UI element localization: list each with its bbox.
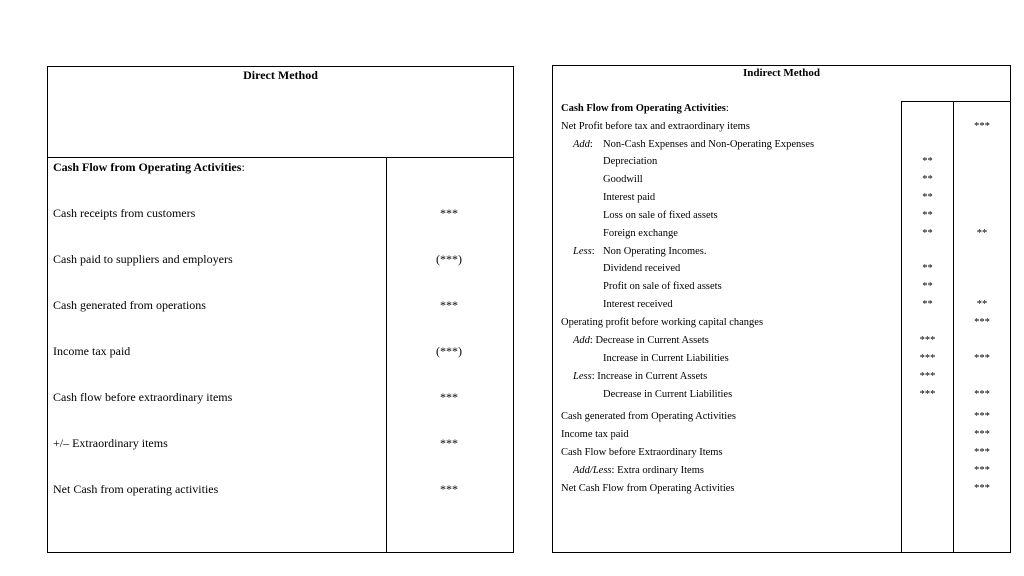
indirect-item-sub: ** bbox=[922, 299, 933, 310]
direct-row-label: Cash generated from operations bbox=[53, 298, 206, 312]
indirect-item-total: *** bbox=[974, 353, 990, 364]
indirect-item-sub: *** bbox=[919, 335, 936, 346]
indirect-row-label: Operating profit before working capital changes bbox=[561, 317, 764, 328]
indirect-add-label: Non-Cash Expenses and Non-Operating Expenses bbox=[603, 139, 815, 150]
direct-row-label: +/– Extraordinary items bbox=[53, 436, 168, 450]
indirect-row-label: Net Profit before tax and extraordinary items bbox=[561, 121, 750, 132]
indirect-section-title-suffix: : bbox=[725, 103, 729, 114]
indirect-item-sub: ** bbox=[922, 192, 933, 203]
direct-row-value: *** bbox=[440, 298, 458, 312]
indirect-row-label: Cash Flow before Extraordinary Items bbox=[561, 447, 723, 458]
direct-section-title-suffix: : bbox=[241, 160, 245, 174]
indirect-section-title-text: Cash Flow from Operating Activities bbox=[561, 103, 726, 114]
indirect-item-total: ** bbox=[976, 228, 988, 239]
indirect-row-total: *** bbox=[974, 317, 990, 328]
direct-row-label: Income tax paid bbox=[53, 344, 131, 358]
extra-label: Extra ordinary Items bbox=[617, 465, 704, 476]
wc-less-prefix: Less bbox=[573, 371, 592, 382]
indirect-item-label: Decrease in Current Liabilities bbox=[603, 389, 733, 400]
direct-row-value: (***) bbox=[436, 252, 462, 266]
indirect-section-title bbox=[561, 104, 729, 115]
wc-less-label: Increase in Current Assets bbox=[597, 371, 708, 382]
direct-method-header: Direct Method bbox=[243, 68, 318, 82]
indirect-item-label: Interest received bbox=[603, 299, 673, 310]
indirect-item-sub: ** bbox=[922, 156, 933, 167]
direct-row-label: Cash paid to suppliers and employers bbox=[53, 252, 233, 266]
indirect-wc-add-row: Add: Decrease in Current Assets bbox=[573, 335, 709, 346]
indirect-wc-less-row: Less: Increase in Current Assets bbox=[573, 371, 708, 382]
indirect-item-sub: ** bbox=[922, 210, 933, 221]
direct-section-title-text: Cash Flow from Operating Activities bbox=[53, 160, 242, 174]
direct-row-value: (***) bbox=[436, 344, 462, 358]
indirect-row-total: *** bbox=[974, 447, 990, 458]
indirect-item-label: Depreciation bbox=[603, 156, 658, 167]
add-prefix: Add bbox=[573, 139, 590, 150]
indirect-row-total: *** bbox=[974, 483, 990, 494]
indirect-item-label: Interest paid bbox=[603, 192, 656, 203]
direct-row-value: *** bbox=[440, 436, 458, 450]
indirect-item-label: Goodwill bbox=[603, 174, 643, 185]
indirect-item-label: Increase in Current Liabilities bbox=[603, 353, 729, 364]
indirect-header-divider bbox=[901, 101, 1011, 102]
indirect-row-label: Net Cash Flow from Operating Activities bbox=[561, 483, 735, 494]
direct-row-label: Cash receipts from customers bbox=[53, 206, 196, 220]
indirect-less-heading: Less: bbox=[573, 246, 595, 257]
indirect-row-label: Cash generated from Operating Activities bbox=[561, 411, 736, 422]
direct-row-label: Net Cash from operating activities bbox=[53, 482, 219, 496]
direct-section-title bbox=[53, 161, 245, 173]
direct-row-label: Cash flow before extraordinary items bbox=[53, 390, 233, 404]
wc-add-label: Decrease in Current Assets bbox=[595, 335, 709, 346]
direct-row-value: *** bbox=[440, 206, 458, 220]
indirect-item-sub: *** bbox=[919, 353, 936, 364]
indirect-row-total: *** bbox=[974, 411, 990, 422]
indirect-add-heading: Add: bbox=[573, 139, 593, 150]
indirect-row-total: *** bbox=[974, 121, 990, 132]
indirect-item-total: ** bbox=[976, 299, 988, 310]
indirect-item-label: Loss on sale of fixed assets bbox=[603, 210, 718, 221]
indirect-row-total: *** bbox=[974, 465, 990, 476]
wc-add-prefix: Add bbox=[573, 335, 590, 346]
indirect-item-label: Dividend received bbox=[603, 263, 681, 274]
indirect-item-total: *** bbox=[974, 389, 990, 400]
indirect-row-total: *** bbox=[974, 429, 990, 440]
indirect-item-sub: ** bbox=[922, 228, 933, 239]
indirect-item-sub: ** bbox=[922, 281, 933, 292]
extra-prefix: Add/Less bbox=[573, 465, 612, 476]
indirect-item-sub: ** bbox=[922, 174, 933, 185]
direct-row-value: *** bbox=[440, 390, 458, 404]
indirect-sub-column-divider bbox=[901, 101, 902, 553]
indirect-item-sub: *** bbox=[919, 371, 936, 382]
indirect-method-header: Indirect Method bbox=[742, 67, 821, 79]
indirect-item-sub: ** bbox=[922, 263, 933, 274]
direct-header-divider bbox=[47, 157, 514, 158]
less-prefix: Less bbox=[573, 246, 592, 257]
indirect-row-label: Income tax paid bbox=[561, 429, 629, 440]
direct-row-value: *** bbox=[440, 482, 458, 496]
indirect-item-sub: *** bbox=[919, 389, 936, 400]
indirect-item-label: Profit on sale of fixed assets bbox=[603, 281, 722, 292]
indirect-extra-row: Add/Less: Extra ordinary Items bbox=[573, 465, 704, 476]
indirect-item-label: Foreign exchange bbox=[603, 228, 678, 239]
indirect-less-label: Non Operating Incomes. bbox=[603, 246, 707, 257]
